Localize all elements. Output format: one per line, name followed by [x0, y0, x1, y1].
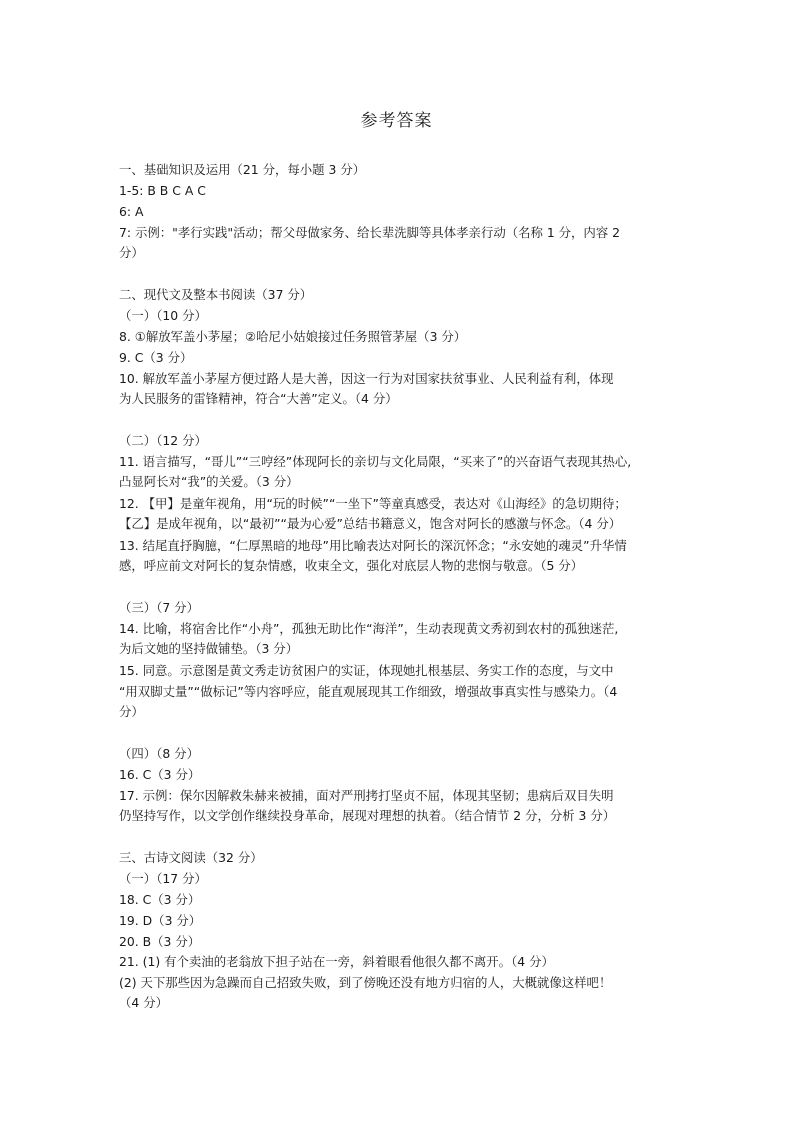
answer-line: “用双脚丈量”“做标记”等内容呼应，能直观展现其工作细致，增强故事真实性与感染力。（4	[119, 684, 618, 699]
answer-line: 12. 【甲】是童年视角，用“玩的时候”“一坐下”等童真感受，表达对《山海经》的急切期待；	[119, 496, 627, 511]
answer-line: 21. (1) 有个卖油的老翁放下担子站在一旁，斜着眼看他很久都不离开。（4 分）	[119, 954, 554, 969]
answer-line: 为人民服务的雷锋精神，符合“大善”定义。（4 分）	[119, 391, 398, 406]
answer-line: （一）（10 分）	[119, 308, 207, 323]
page-title: 参考答案	[360, 111, 433, 131]
answer-line: （二）（12 分）	[119, 433, 207, 448]
answer-line: 7: 示例："孝行实践"活动；帮父母做家务、给长辈洗脚等具体孝亲行动（名称 1 分，内容 2	[119, 225, 621, 240]
answer-line: 8. ①解放军盖小茅屋；②哈尼小姑娘接过任务照管茅屋（3 分）	[119, 329, 467, 344]
answer-line: 15. 同意。示意图是黄文秀走访贫困户的实证，体现她扎根基层、务实工作的态度，与文中	[119, 663, 614, 678]
answer-line: 9. C（3 分）	[119, 350, 193, 365]
answer-line: 20. B（3 分）	[119, 934, 201, 949]
answer-line: 分）	[119, 704, 144, 719]
answer-line: 二、现代文及整本书阅读（37 分）	[119, 287, 313, 302]
answer-line: 14. 比喻，将宿舍比作“小舟”，孤独无助比作“海洋”，生动表现黄文秀初到农村的孤独迷茫,	[119, 621, 619, 636]
answer-line: 【乙】是成年视角，以“最初”“最为心爱”总结书籍意义，饱含对阿长的感激与怀念。（4 分）	[119, 516, 622, 531]
answer-line: 13. 结尾直抒胸臆，“仁厚黑暗的地母”用比喻表达对阿长的深沉怀念；“永安她的魂灵”升华情	[119, 538, 627, 553]
answer-line: 16. C（3 分）	[119, 767, 201, 782]
answer-line: （一）（17 分）	[119, 871, 207, 886]
answer-line: 17. 示例：保尔因解救朱赫来被捕，面对严刑拷打坚贞不屈，体现其坚韧；患病后双目失明	[119, 788, 614, 803]
answer-line: 三、古诗文阅读（32 分）	[119, 850, 263, 865]
answer-line: 1-5: B B C A C	[119, 183, 206, 198]
answer-line: （四）（8 分）	[119, 746, 199, 761]
answer-line: 一、基础知识及运用（21 分，每小题 3 分）	[119, 162, 366, 177]
answer-line: 19. D（3 分）	[119, 913, 202, 928]
answer-line: 6: A	[119, 204, 144, 219]
answer-line: 为后文她的坚持做铺垫。（3 分）	[119, 641, 299, 656]
answer-line: 仍坚持写作，以文学创作继续投身革命，展现对理想的执着。（结合情节 2 分，分析 3 分）	[119, 808, 616, 823]
answer-line: （三）（7 分）	[119, 600, 199, 615]
answer-line: (2) 天下那些因为急躁而自己招致失败，到了傍晚还没有地方归宿的人，大概就像这样吧！	[119, 975, 612, 990]
answer-line: 分）	[119, 245, 144, 260]
answer-line: 10. 解放军盖小茅屋方便过路人是大善，因这一行为对国家扶贫事业、人民利益有利，体现	[119, 371, 614, 386]
answer-line: （4 分）	[119, 995, 168, 1010]
answer-line: 凸显阿长对“我”的关爱。（3 分）	[119, 474, 299, 489]
answer-line: 11. 语言描写，“哥儿”“三哼经”体现阿长的亲切与文化局限，“买来了”的兴奋语气表现其热心,	[119, 454, 632, 469]
answer-line: 18. C（3 分）	[119, 892, 201, 907]
answer-line: 感，呼应前文对阿长的复杂情感，收束全文，强化对底层人物的悲悯与敬意。（5 分）	[119, 558, 584, 573]
